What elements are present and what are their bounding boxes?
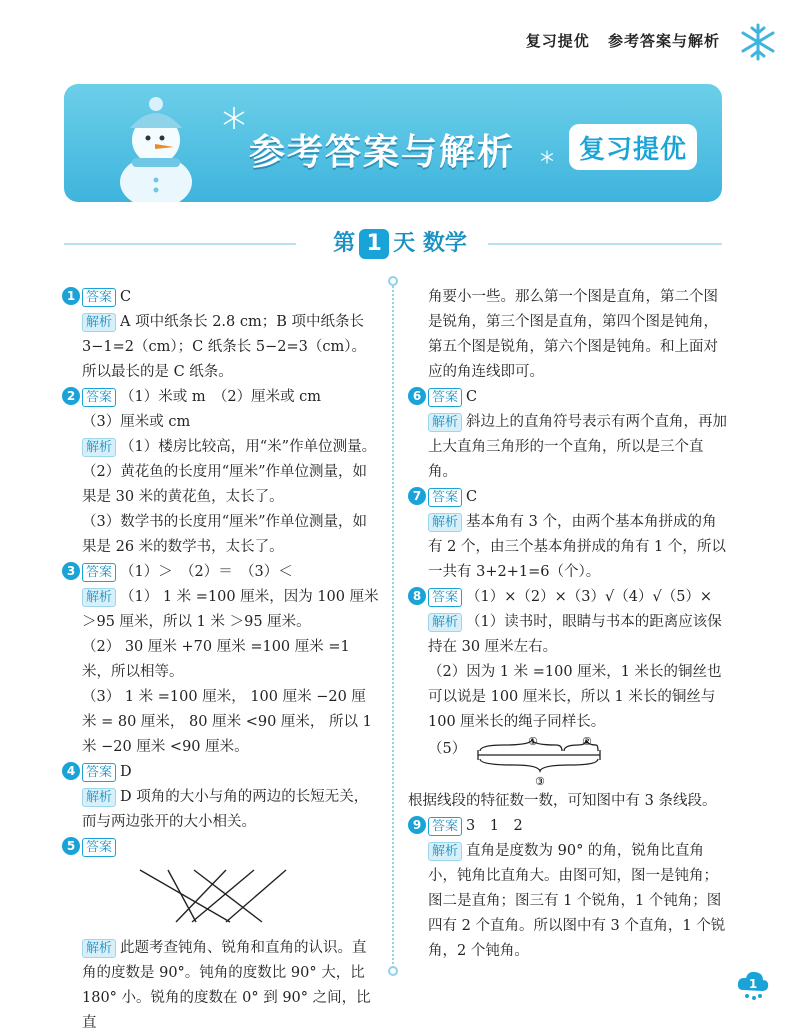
q4-analysis (62, 785, 380, 835)
left-column (62, 285, 380, 1036)
q4-answer (62, 760, 380, 785)
q2-analysis (62, 435, 380, 460)
answer-text: （1）米或 m （2）厘米或 cm (120, 389, 322, 405)
right-column (408, 285, 730, 964)
answer-tag: 答案 (428, 388, 462, 407)
answer-tag: 答案 (82, 563, 116, 582)
banner-badge: 复习提优 (569, 124, 697, 170)
q9-answer (408, 814, 730, 839)
segment-mark-1: ① (528, 737, 539, 748)
page-number-badge (735, 968, 771, 1004)
analysis-text: 直角是度数为 90° 的角，锐角比直角小，钝角比直角大。由图可知，图一是钝角；图二是直角；图三有 1 个锐角，1 个钝角；图四有 2 个直角。所以图中有 3 个直角，1 个锐角，2 个钝角。 (428, 843, 726, 959)
answer-text: （1）＞ （2）＝ （3）＜ (120, 564, 293, 580)
question-number: 5 (62, 837, 80, 855)
column-divider (392, 282, 394, 972)
analysis-text: （1）读书时，眼睛与书本的距离应该保持在 30 厘米左右。 (428, 614, 722, 655)
answer-tag: 答案 (428, 817, 462, 836)
answer-text: （1）×（2）×（3）√（4）√（5）× (466, 589, 713, 605)
analysis-text: （1）楼房比较高，用“米”作单位测量。 (120, 439, 377, 455)
analysis-tag: 解析 (82, 313, 116, 332)
answer-text: C (120, 289, 132, 305)
segment-diagram (474, 737, 604, 789)
answer-tag: 答案 (428, 488, 462, 507)
analysis-text: 此题考查钝角、锐角和直角的认识。直角的度数是 90°。钝角的度数比 90° 大，比 180° 小。锐角的度数在 0° 到 90° 之间，比直 (82, 940, 371, 1031)
analysis-tag: 解析 (82, 588, 116, 607)
q5-answer (62, 835, 380, 860)
snowflake-icon (222, 106, 246, 130)
analysis-text: 角要小一些。那么第一个图是直角，第二个图是锐角，第三个图是直角，第四个图是钝角，第五个图是锐角，第六个图是钝角。和上面对应的角连线即可。 (428, 289, 718, 380)
snowflake-icon (738, 22, 778, 62)
q1-answer (62, 285, 380, 310)
running-header-right: 参考答案与解析 (607, 32, 720, 50)
day-prefix: 第 (333, 231, 356, 256)
divider-dot (388, 966, 398, 976)
q6-analysis (408, 410, 730, 485)
q3-analysis (62, 585, 380, 635)
day-heading (0, 226, 800, 259)
analysis-tag: 解析 (428, 413, 462, 432)
answer-tag: 答案 (82, 838, 116, 857)
analysis-text: （1） 1 米 =100 厘米，因为 100 厘米 ＞95 厘米，所以 1 米 ＞95 厘米。 (82, 589, 379, 630)
answer-tag: 答案 (428, 588, 462, 607)
q6-answer (408, 385, 730, 410)
analysis-text: （3）数学书的长度用“厘米”作单位测量，如果是 26 米的数学书，太长了。 (82, 514, 368, 555)
q7-analysis (408, 510, 730, 585)
analysis-text: A 项中纸条长 2.8 cm；B 项中纸条长 3−1=2（cm）；C 纸条长 5−2=3（cm）。所以最长的是 C 纸条。 (82, 314, 367, 380)
segment-mark-3: ③ (535, 775, 546, 788)
question-number: 8 (408, 587, 426, 605)
snowflake-icon (540, 150, 554, 164)
q3-answer (62, 560, 380, 585)
q9-analysis (408, 839, 730, 964)
analysis-tag: 解析 (428, 842, 462, 861)
analysis-tag: 解析 (82, 939, 116, 958)
banner-title: 参考答案与解析 (249, 132, 516, 173)
answer-text: （3）厘米或 cm (82, 414, 191, 430)
snowman-illustration (94, 90, 214, 202)
question-number: 4 (62, 762, 80, 780)
matching-lines-diagram (130, 864, 300, 928)
analysis-tag: 解析 (428, 613, 462, 632)
answer-text: C (466, 389, 478, 405)
q8-answer (408, 585, 730, 610)
analysis-text: 斜边上的直角符号表示有两个直角，再加上大直角三角形的一个直角，所以是三个直角。 (428, 414, 728, 480)
title-banner (64, 84, 722, 202)
page-number: 1 (748, 977, 758, 991)
answer-tag: 答案 (82, 763, 116, 782)
q1-analysis (62, 310, 380, 385)
analysis-tag: 解析 (82, 438, 116, 457)
question-number: 9 (408, 816, 426, 834)
running-header (514, 30, 720, 51)
q7-answer (408, 485, 730, 510)
question-number: 3 (62, 562, 80, 580)
running-header-left: 复习提优 (525, 32, 590, 50)
analysis-text: （2） 30 厘米 +70 厘米 =100 厘米 =1 米，所以相等。 (82, 639, 350, 680)
day-suffix: 天 数学 (393, 231, 467, 256)
q8-analysis (408, 610, 730, 660)
question-number: 7 (408, 487, 426, 505)
answer-text: 3 1 2 (466, 818, 523, 834)
analysis-text: （2）黄花鱼的长度用“厘米”作单位测量，如果是 30 米的黄花鱼，太长了。 (82, 464, 368, 505)
q8-segment-row (408, 737, 730, 789)
analysis-text: （2）因为 1 米 =100 厘米，1 米长的铜丝也可以说是 100 厘米长，所以 1 米长的铜丝与 100 厘米长的绳子同样长。 (428, 664, 722, 730)
q5-analysis (62, 936, 380, 1036)
day-number: 1 (359, 229, 389, 259)
question-number: 2 (62, 387, 80, 405)
question-number: 6 (408, 387, 426, 405)
answer-tag: 答案 (82, 388, 116, 407)
answer-text: D (120, 764, 132, 780)
segment-mark-2: ② (582, 737, 593, 748)
segment-label: （5） (428, 741, 467, 757)
analysis-text: 基本角有 3 个，由两个基本角拼成的角有 2 个，由三个基本角拼成的角有 1 个，所以一共有 3+2+1=6（个）。 (428, 514, 726, 580)
analysis-tag: 解析 (82, 788, 116, 807)
analysis-text: D 项角的大小与角的两边的长短无关，而与两边张开的大小相关。 (82, 789, 369, 830)
divider-dot (388, 276, 398, 286)
analysis-text: （3） 1 米 =100 厘米， 100 厘米 −20 厘米 = 80 厘米， 80 厘米 <90 厘米， 所以 1 米 −20 厘米 <90 厘米。 (82, 689, 372, 755)
answer-text: C (466, 489, 478, 505)
q2-answer (62, 385, 380, 410)
answer-tag: 答案 (82, 288, 116, 307)
question-number: 1 (62, 287, 80, 305)
analysis-text: 根据线段的特征数一数，可知图中有 3 条线段。 (408, 793, 717, 809)
analysis-tag: 解析 (428, 513, 462, 532)
